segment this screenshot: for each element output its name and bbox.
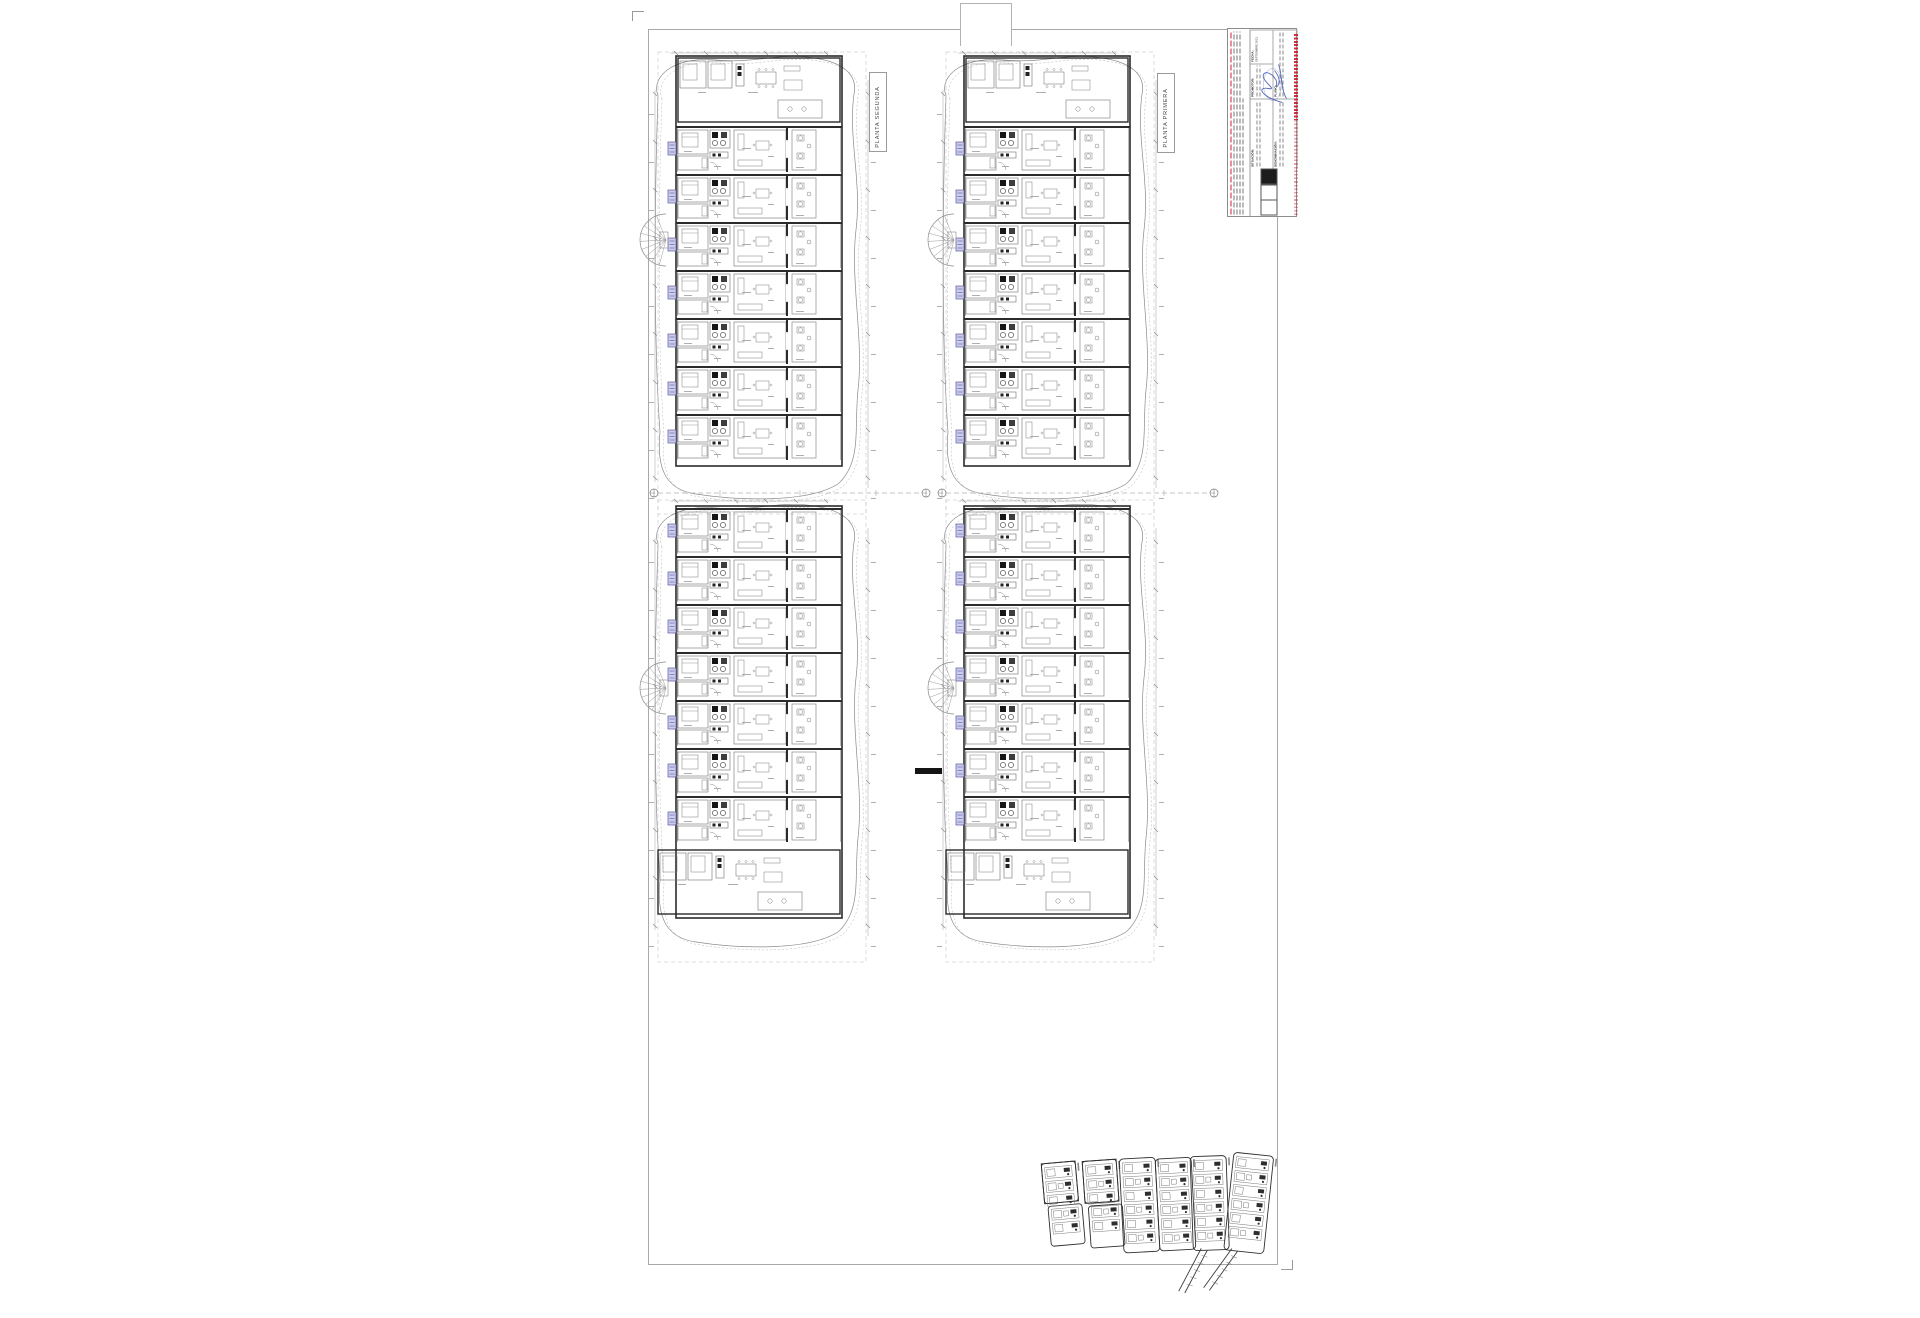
paragraph-line	[1242, 98, 1243, 214]
title-block-paragraph	[1230, 29, 1243, 216]
title-field	[1250, 98, 1273, 168]
mini-key-plan	[1208, 1150, 1288, 1310]
plan-label-planta-segunda	[869, 72, 887, 152]
floor-plan-top-right	[930, 50, 1168, 520]
plan-label-planta-primera	[1157, 73, 1175, 153]
scale-cell-dark	[1260, 168, 1277, 184]
plan-label-text: PLANTA SEGUNDA	[875, 86, 881, 148]
visado-red-stamp-column	[1294, 34, 1298, 216]
scale-cell	[1260, 184, 1277, 200]
title-field-label: FECHA:	[1250, 49, 1254, 62]
corner-mark-top-left	[632, 11, 644, 21]
floor-plan-bottom-right	[930, 498, 1168, 968]
red-stamp-dense	[1294, 34, 1298, 120]
title-field-label: PLANO:	[1273, 84, 1277, 97]
paragraph-line	[1230, 31, 1231, 214]
architect-signature	[1250, 60, 1294, 108]
plan-label-text: PLANTA PRIMERA	[1163, 88, 1169, 148]
sheet-top-notch	[960, 3, 1012, 46]
title-field-value: SEPTIEMBRE 2021	[1253, 36, 1258, 62]
plan-match-line	[640, 482, 940, 504]
illegible-text-bar	[1282, 101, 1283, 167]
title-block	[1227, 28, 1297, 217]
floor-plan-bottom-left	[642, 498, 880, 968]
title-field-label: DENOMINACIÓN:	[1273, 140, 1277, 167]
illegible-text-bar	[1259, 101, 1260, 167]
illegible-text-bar	[1279, 101, 1280, 167]
title-block-rotated-content	[1228, 29, 1296, 216]
floor-plan-top-left	[642, 50, 880, 520]
paragraph-line	[1239, 31, 1240, 214]
title-field-label: PROMOTOR:	[1250, 77, 1254, 97]
paragraph-line	[1233, 31, 1234, 214]
scale-cell	[1260, 199, 1277, 215]
red-stamp-light	[1294, 120, 1298, 216]
plan-match-line	[928, 482, 1228, 504]
illegible-text-bar	[1256, 101, 1257, 167]
title-field	[1250, 29, 1273, 63]
title-field-label: SITUACIÓN:	[1250, 148, 1254, 167]
paragraph-line	[1236, 31, 1237, 214]
scale-bar	[1260, 169, 1277, 215]
